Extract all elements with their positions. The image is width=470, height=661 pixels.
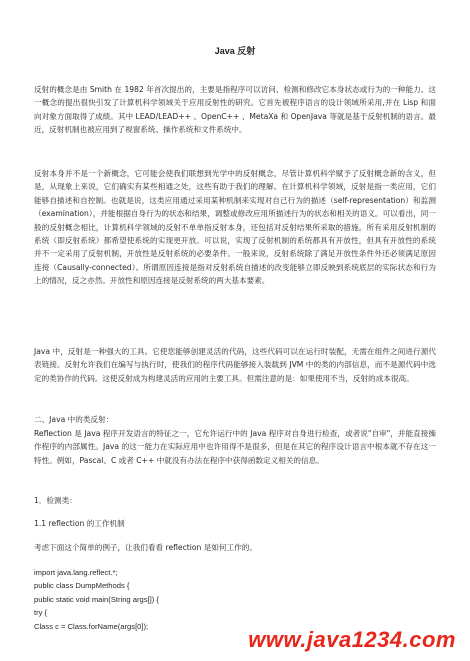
section-heading-class-reflection: 二、Java 中的类反射： <box>34 415 114 424</box>
code-line: public static void main(String args[]) { <box>34 594 159 604</box>
code-line: public class DumpMethods { <box>34 581 130 591</box>
subheading-detect-class: 1．检测类： <box>34 496 77 505</box>
watermark-logo: www.java1234.com <box>248 627 456 652</box>
code-line: import java.lang.reflect.*; <box>34 568 118 577</box>
paragraph-concept: 反射本身并不是一个新概念，它可能会使我们联想到光学中的反射概念，尽管计算机科学赋予了反射概念新的含义，但是，从现象上来说，它们确实有某些相通之处，这些有助于我们的理解。在计算机科学领域，反射是指一类应用，它们能够自描述和自控制。也就是说，这类应用通过采用某种机制来实现对自己行为的描述（self-representation）和监测（examination），并能根据自身行为的状态和结果，调整或修改应用所描述行为的状态和相关的语义。可以看出，同一般的反射概念相比，计算机科学领域的反射不单单指反射本身，还包括对反射结果所采取的措施。所有采用反射机制的系统（即反射系统）都希望使系统的实现更开放。可以说，实现了反射机制的系统都具有开放性，但具有开放性的系统并不一定采用了反射机制，开放性是反射系统的必要条件。一般来说，反射系统除了满足开放性条件外还必须满足原因连接（Causally-connected）。所谓原因连接是指对反射系统自描述的改变能够立即反映到系统底层的实际状态和行为上的情况，反之亦然。开放性和原因连接是反射系统的两大基本要素。 <box>34 169 436 286</box>
paragraph-intro: 反射的概念是由 Smith 在 1982 年首次提出的，主要是指程序可以访问、检测和修改它本身状态或行为的一种能力。这一概念的提出很快引发了计算机科学领域关于应用反射性的研究。它首先被程序语言的设计领域所采用,并在 Lisp 和面向对象方面取得了成绩。其中 LEAD/LEAD++ 、OpenC++ 、MetaXa 和 OpenJava 等就是基于反射机制的语言。最近，反射机制也被应用到了视窗系统、操作系统和文件系统中。 <box>34 85 436 135</box>
code-line: Class c = Class.forName(args[0]); <box>34 621 149 631</box>
code-line: try { <box>34 608 48 618</box>
page-title: Java 反射 <box>214 46 256 56</box>
subheading-reflection-mechanism: 1.1 reflection 的工作机制 <box>34 519 125 528</box>
code-block <box>34 566 436 633</box>
paragraph-reflection-feature: Reflection 是 Java 程序开发语言的特征之一，它允许运行中的 Java 程序对自身进行检查，或者说"自审"，并能直接操作程序的内部属性。Java 的这一能力在实际应用中也许用得不是很多，但是在其它的程序设计语言中根本就不存在这一特性。例如，Pascal、C 或者 C++ 中就没有办法在程序中获得函数定义相关的信息。 <box>34 429 436 465</box>
paragraph-example-intro: 考虑下面这个简单的例子，让我们看看 reflection 是如何工作的。 <box>34 543 257 552</box>
paragraph-java-reflection: Java 中，反射是一种强大的工具。它使您能够创建灵活的代码，这些代码可以在运行时装配，无需在组件之间进行源代表链接。反射允许我们在编写与执行时，使我们的程序代码能够接入装载到 JVM 中的类的内部信息，而不是源代码中选定的类协作的代码。这使反射成为构建灵活的应用的主要工具。但需注意的是：如果使用不当，反射的成本很高。 <box>34 347 436 383</box>
